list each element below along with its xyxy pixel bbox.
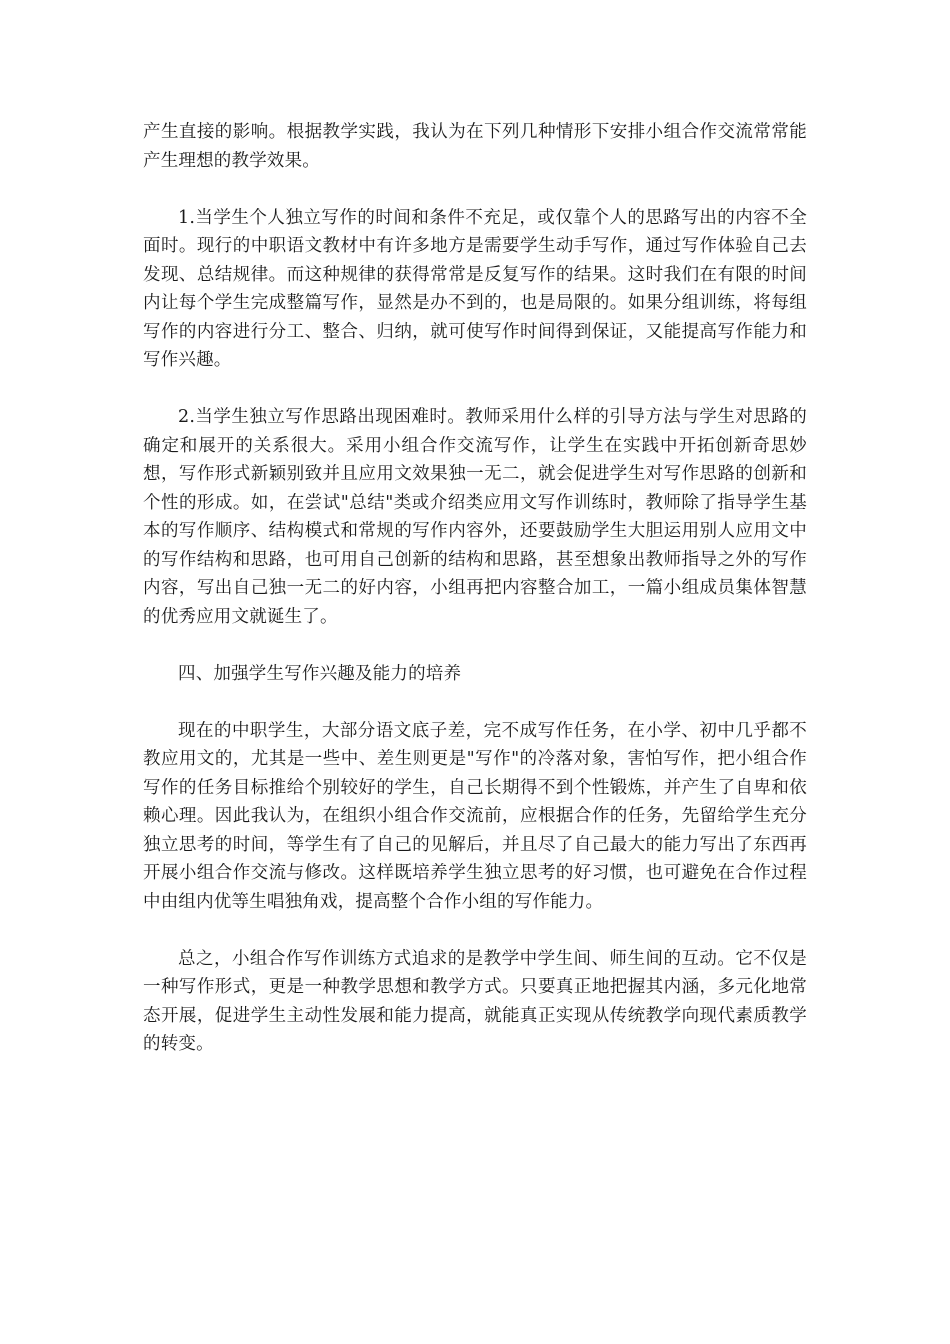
document-body	[143, 118, 807, 1087]
paragraph-section-4: 现在的中职学生，大部分语文底子差，完不成写作任务，在小学、初中几乎都不教应用文的，尤其是一些中、差生则更是"写作"的冷落对象，害怕写作，把小组合作写作的任务目标推给个别较好的学生，自己长期得不到个性锻炼，并产生了自卑和依赖心理。因此我认为，在组织小组合作交流前，应根据合作的任务，先留给学生充分独立思考的时间，等学生有了自己的见解后，并且尽了自己最大的能力写出了东西再开展小组合作交流与修改。这样既培养学生独立思考的好习惯，也可避免在合作过程中由组内优等生唱独角戏，提高整个合作小组的写作能力。	[143, 720, 807, 912]
section-heading: 四、加强学生写作兴趣及能力的培养	[178, 663, 462, 684]
paragraph-continuation: 产生直接的影响。根据教学实践，我认为在下列几种情形下安排小组合作交流常常能产生理想的教学效果。	[143, 122, 807, 171]
paragraph-point-2: 2.当学生独立写作思路出现困难时。教师采用什么样的引导方法与学生对思路的确定和展开的关系很大。采用小组合作交流写作，让学生在实践中开拓创新奇思妙想，写作形式新颖别致并且应用文效果独一无二，就会促进学生对写作思路的创新和个性的形成。如，在尝试"总结"类或介绍类应用文写作训练时，教师除了指导学生基本的写作顺序、结构模式和常规的写作内容外，还要鼓励学生大胆运用别人应用文中的写作结构和思路，也可用自己创新的结构和思路，甚至想象出教师指导之外的写作内容，写出自己独一无二的好内容，小组再把内容整合加工，一篇小组成员集体智慧的优秀应用文就诞生了。	[143, 407, 807, 627]
paragraph-point-1: 1.当学生个人独立写作的时间和条件不充足，或仅靠个人的思路写出的内容不全面时。现行的中职语文教材中有许多地方是需要学生动手写作，通过写作体验自己去发现、总结规律。而这种规律的获得常常是反复写作的结果。这时我们在有限的时间内让每个学生完成整篇写作，显然是办不到的，也是局限的。如果分组训练，将每组写作的内容进行分工、整合、归纳，就可使写作时间得到保证，又能提高写作能力和写作兴趣。	[143, 207, 807, 370]
paragraph-conclusion: 总之，小组合作写作训练方式追求的是教学中学生间、师生间的互动。它不仅是一种写作形式，更是一种教学思想和教学方式。只要真正地把握其内涵，多元化地常态开展，促进学生主动性发展和能力提高，就能真正实现从传统教学向现代素质教学的转变。	[143, 948, 807, 1054]
